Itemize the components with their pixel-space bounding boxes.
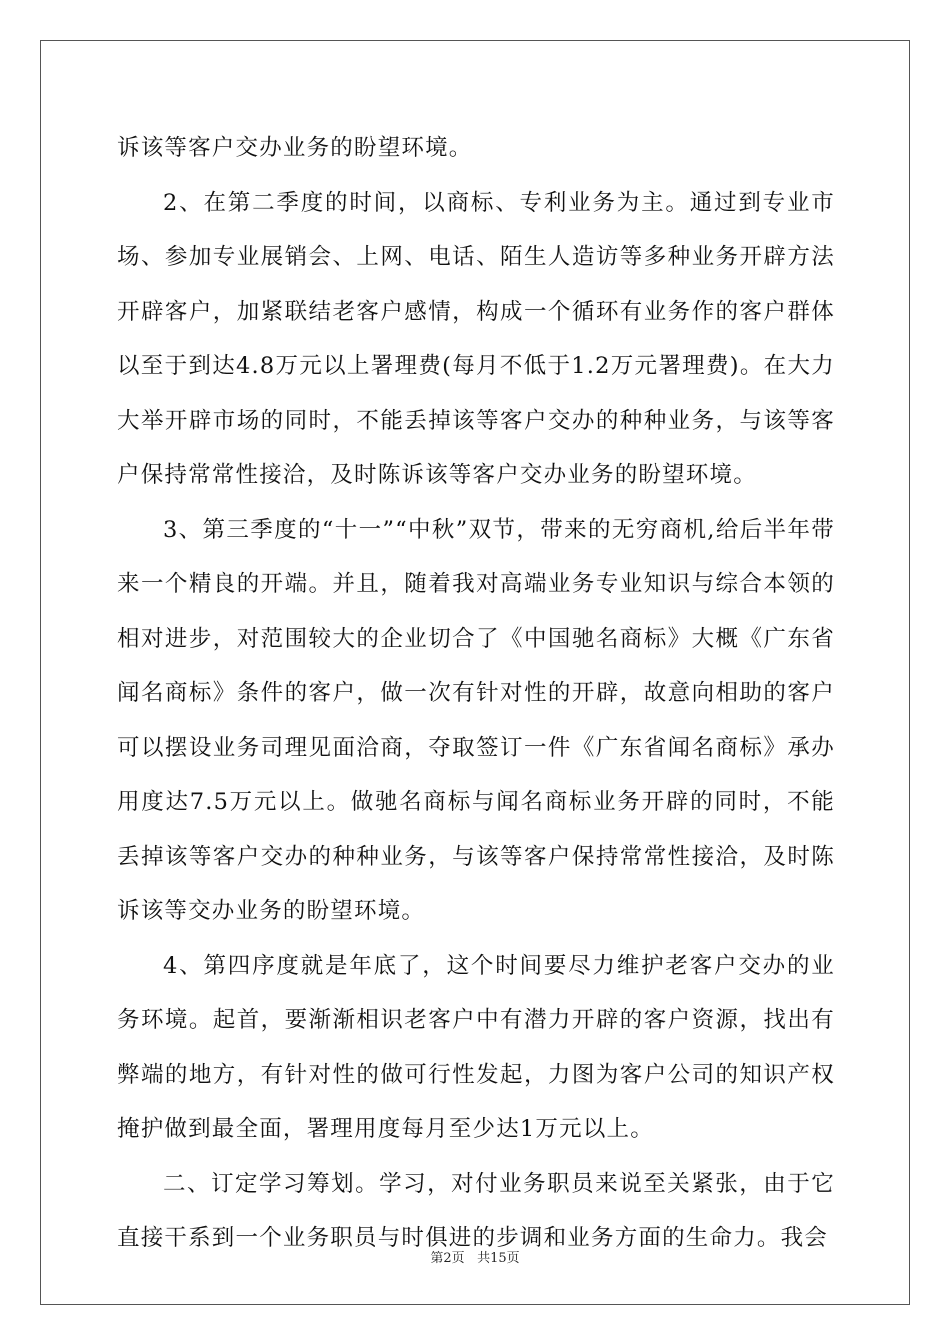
page-number: 第2页 — [430, 1251, 465, 1266]
paragraph-q2-plan: 2、在第二季度的时间，以商标、专利业务为主。通过到专业市场、参加专业展销会、上网、电话、陌生人造访等多种业务开辟方法开辟客户，加紧联结老客户感情，构成一个循环有业务作的客户群体以至于到达4.8万元以上署理费(每月不低于1.2万元署理费)。在大力大举开辟市场的同时，不能丢掉该等客户交办的种种业务，与该等客户保持常常性接洽，及时陈诉该等客户交办业务的盼望环境。 — [117, 189, 835, 488]
paragraph-study-plan: 二、订定学习筹划。学习，对付业务职员来说至关紧张，由于它直接干系到一个业务职员与时俱进的步调和业务方面的生命力。我会 — [117, 1170, 835, 1251]
paragraph-q4-plan: 4、第四序度就是年底了，这个时间要尽力维护老客户交办的业务环境。起首，要渐渐相识老客户中有潜力开辟的客户资源，找出有弊端的地方，有针对性的做可行性发起，力图为客户公司的知识产权掩护做到最全面，署理用度每月至少达1万元以上。 — [117, 952, 835, 1142]
paragraph-q3-plan: 3、第三季度的“十一”“中秋”双节，带来的无穷商机,给后半年带来一个精良的开端。并且，随着我对高端业务专业知识与综合本领的相对进步，对范围较大的企业切合了《中国驰名商标》大概《广东省闻名商标》条件的客户，做一次有针对性的开辟，故意向相助的客户可以摆设业务司理见面洽商，夺取签订一件《广东省闻名商标》承办用度达7.5万元以上。做驰名商标与闻名商标业务开辟的同时，不能丢掉该等客户交办的种种业务，与该等客户保持常常性接洽，及时陈诉该等交办业务的盼望环境。 — [117, 516, 835, 924]
page-footer — [0, 1247, 950, 1266]
paragraph-continuation: 诉该等客户交办业务的盼望环境。 — [117, 135, 473, 161]
page-total: 共15页 — [477, 1251, 520, 1266]
document-body — [117, 121, 835, 1266]
